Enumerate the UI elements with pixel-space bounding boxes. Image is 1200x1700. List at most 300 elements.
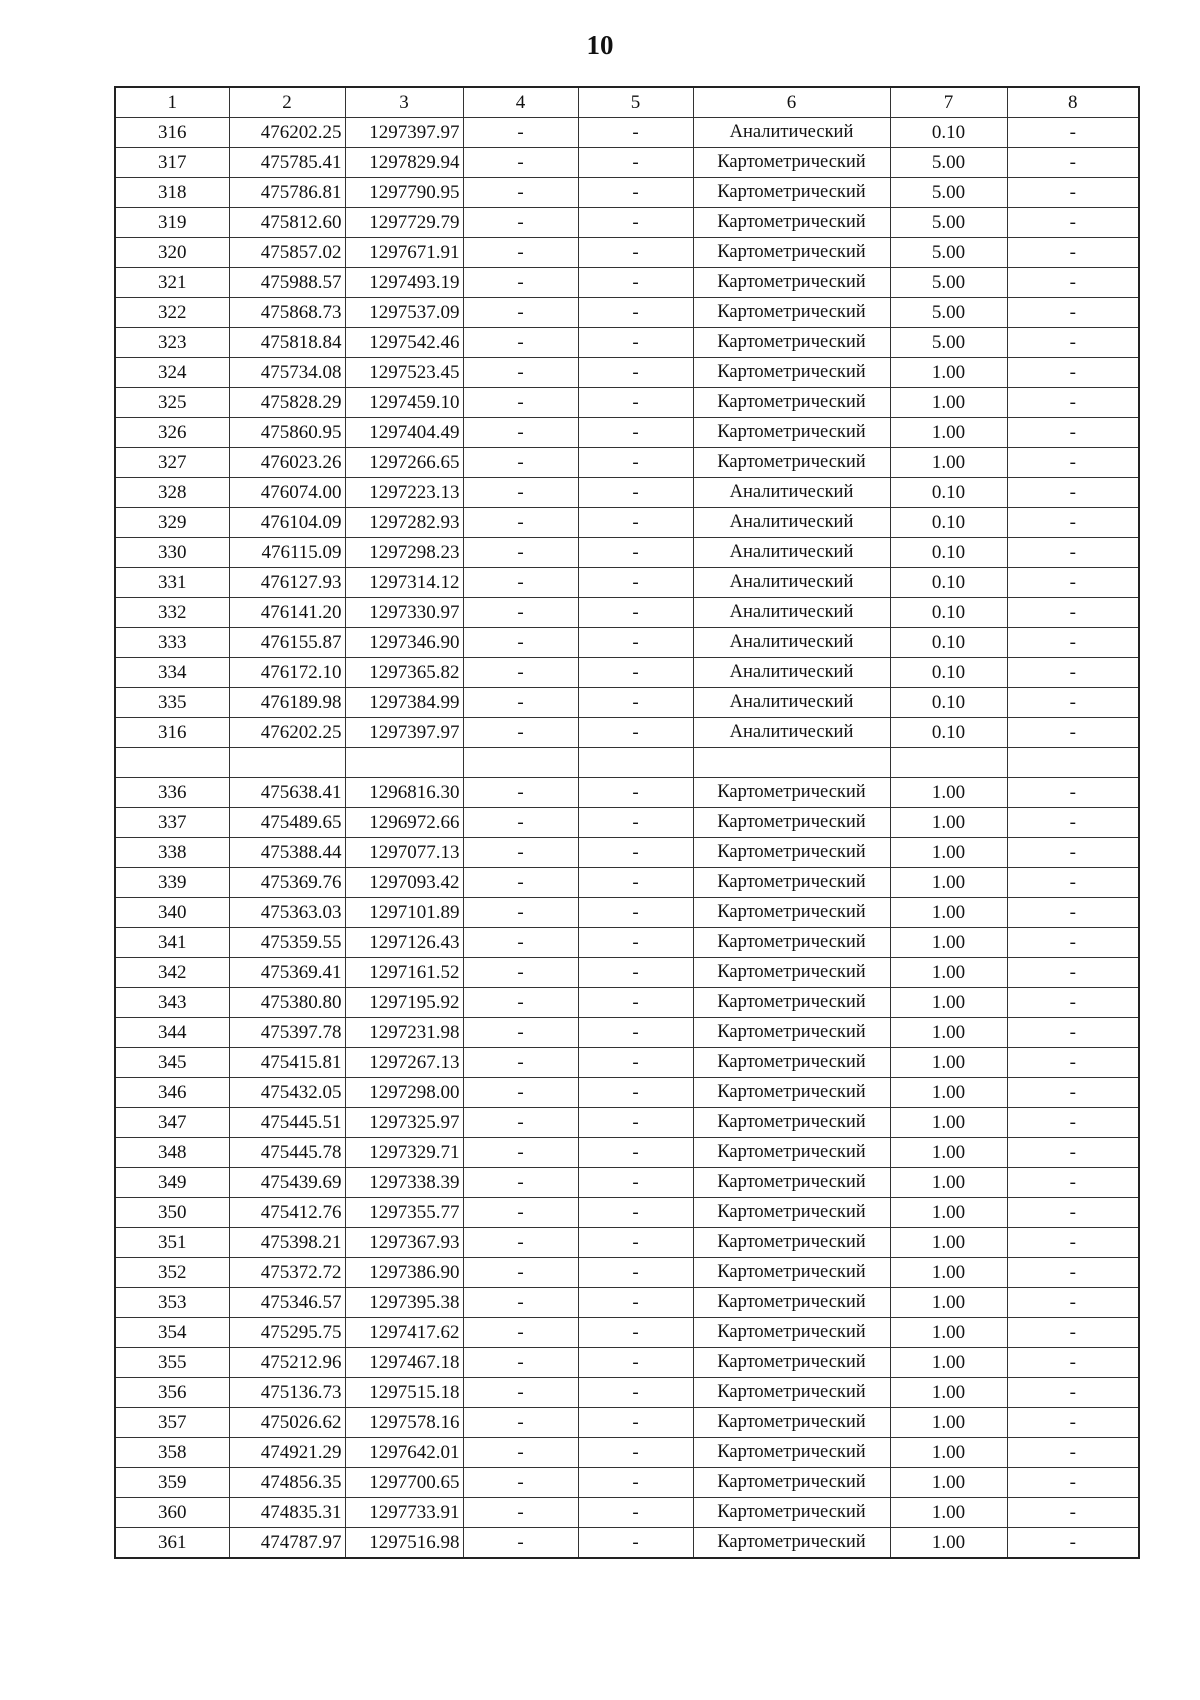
- table-row: [115, 358, 1139, 388]
- accuracy-cell: 1.00: [890, 1078, 1007, 1108]
- point-number-cell: 340: [115, 898, 229, 928]
- col5-cell: -: [578, 1378, 693, 1408]
- x-coordinate-cell: 475372.72: [229, 1258, 345, 1288]
- table-row: [115, 1138, 1139, 1168]
- table-row: [115, 118, 1139, 148]
- point-number-cell: 325: [115, 388, 229, 418]
- col4-cell: -: [463, 1468, 578, 1498]
- y-coordinate-cell: 1297267.13: [345, 1048, 463, 1078]
- y-coordinate-cell: 1297459.10: [345, 388, 463, 418]
- col4-cell: -: [463, 568, 578, 598]
- method-cell: Картометрический: [693, 928, 890, 958]
- y-coordinate-cell: 1297338.39: [345, 1168, 463, 1198]
- x-coordinate-cell: 475638.41: [229, 778, 345, 808]
- method-cell: Картометрический: [693, 1348, 890, 1378]
- table-row: [115, 208, 1139, 238]
- accuracy-cell: 1.00: [890, 1288, 1007, 1318]
- y-coordinate-cell: 1297542.46: [345, 328, 463, 358]
- col5-cell: -: [578, 1438, 693, 1468]
- col8-cell: -: [1007, 1288, 1139, 1318]
- method-cell: Картометрический: [693, 958, 890, 988]
- y-coordinate-cell: 1297790.95: [345, 178, 463, 208]
- method-cell: Аналитический: [693, 688, 890, 718]
- col4-cell: [463, 748, 578, 778]
- point-number-cell: 343: [115, 988, 229, 1018]
- point-number-cell: 339: [115, 868, 229, 898]
- point-number-cell: 332: [115, 598, 229, 628]
- col5-cell: -: [578, 1108, 693, 1138]
- y-coordinate-cell: 1297733.91: [345, 1498, 463, 1528]
- col5-cell: -: [578, 598, 693, 628]
- col5-cell: -: [578, 1348, 693, 1378]
- col5-cell: -: [578, 838, 693, 868]
- point-number-cell: 352: [115, 1258, 229, 1288]
- method-cell: Картометрический: [693, 178, 890, 208]
- col8-cell: -: [1007, 568, 1139, 598]
- col4-cell: -: [463, 988, 578, 1018]
- accuracy-cell: 1.00: [890, 448, 1007, 478]
- col4-cell: -: [463, 1078, 578, 1108]
- col4-cell: -: [463, 628, 578, 658]
- method-cell: Аналитический: [693, 478, 890, 508]
- x-coordinate-cell: 475734.08: [229, 358, 345, 388]
- header-cell-1: 1: [115, 87, 229, 118]
- col4-cell: -: [463, 1408, 578, 1438]
- method-cell: Картометрический: [693, 1108, 890, 1138]
- point-number-cell: 344: [115, 1018, 229, 1048]
- col8-cell: -: [1007, 1378, 1139, 1408]
- header-cell-3: 3: [345, 87, 463, 118]
- x-coordinate-cell: 475412.76: [229, 1198, 345, 1228]
- col5-cell: -: [578, 898, 693, 928]
- y-coordinate-cell: 1297367.93: [345, 1228, 463, 1258]
- y-coordinate-cell: 1296972.66: [345, 808, 463, 838]
- y-coordinate-cell: 1297298.00: [345, 1078, 463, 1108]
- table-row: [115, 538, 1139, 568]
- col8-cell: -: [1007, 958, 1139, 988]
- accuracy-cell: 1.00: [890, 1378, 1007, 1408]
- y-coordinate-cell: 1297266.65: [345, 448, 463, 478]
- col8-cell: -: [1007, 268, 1139, 298]
- table-row: [115, 718, 1139, 748]
- method-cell: Картометрический: [693, 988, 890, 1018]
- x-coordinate-cell: 474835.31: [229, 1498, 345, 1528]
- col4-cell: -: [463, 1438, 578, 1468]
- y-coordinate-cell: 1297729.79: [345, 208, 463, 238]
- x-coordinate-cell: [229, 748, 345, 778]
- table-row: [115, 688, 1139, 718]
- col4-cell: -: [463, 718, 578, 748]
- col4-cell: -: [463, 178, 578, 208]
- col8-cell: -: [1007, 1468, 1139, 1498]
- x-coordinate-cell: 475828.29: [229, 388, 345, 418]
- method-cell: Аналитический: [693, 118, 890, 148]
- col4-cell: -: [463, 1528, 578, 1559]
- col5-cell: -: [578, 1408, 693, 1438]
- x-coordinate-cell: 475369.41: [229, 958, 345, 988]
- col4-cell: -: [463, 1048, 578, 1078]
- accuracy-cell: 1.00: [890, 1528, 1007, 1559]
- point-number-cell: 319: [115, 208, 229, 238]
- table-row: [115, 1168, 1139, 1198]
- y-coordinate-cell: 1297829.94: [345, 148, 463, 178]
- accuracy-cell: 0.10: [890, 628, 1007, 658]
- col5-cell: -: [578, 658, 693, 688]
- y-coordinate-cell: 1297365.82: [345, 658, 463, 688]
- method-cell: Аналитический: [693, 658, 890, 688]
- point-number-cell: 316: [115, 718, 229, 748]
- col8-cell: -: [1007, 778, 1139, 808]
- point-number-cell: 321: [115, 268, 229, 298]
- col5-cell: -: [578, 778, 693, 808]
- y-coordinate-cell: 1297493.19: [345, 268, 463, 298]
- point-number-cell: 345: [115, 1048, 229, 1078]
- col8-cell: -: [1007, 1048, 1139, 1078]
- method-cell: Аналитический: [693, 598, 890, 628]
- x-coordinate-cell: 475363.03: [229, 898, 345, 928]
- col8-cell: -: [1007, 1528, 1139, 1559]
- x-coordinate-cell: 476127.93: [229, 568, 345, 598]
- col4-cell: -: [463, 958, 578, 988]
- x-coordinate-cell: 475868.73: [229, 298, 345, 328]
- x-coordinate-cell: 475359.55: [229, 928, 345, 958]
- col5-cell: -: [578, 1168, 693, 1198]
- point-number-cell: 326: [115, 418, 229, 448]
- col8-cell: -: [1007, 988, 1139, 1018]
- point-number-cell: 347: [115, 1108, 229, 1138]
- method-cell: [693, 748, 890, 778]
- x-coordinate-cell: 475818.84: [229, 328, 345, 358]
- accuracy-cell: 1.00: [890, 1498, 1007, 1528]
- col5-cell: -: [578, 508, 693, 538]
- table-row: [115, 1498, 1139, 1528]
- table-row: [115, 928, 1139, 958]
- header-cell-4: 4: [463, 87, 578, 118]
- col4-cell: -: [463, 1378, 578, 1408]
- point-number-cell: 341: [115, 928, 229, 958]
- col8-cell: -: [1007, 508, 1139, 538]
- method-cell: Картометрический: [693, 1438, 890, 1468]
- x-coordinate-cell: 475026.62: [229, 1408, 345, 1438]
- method-cell: Картометрический: [693, 1078, 890, 1108]
- table-row: [115, 328, 1139, 358]
- accuracy-cell: 5.00: [890, 268, 1007, 298]
- col4-cell: -: [463, 268, 578, 298]
- accuracy-cell: 1.00: [890, 778, 1007, 808]
- method-cell: Картометрический: [693, 268, 890, 298]
- point-number-cell: 323: [115, 328, 229, 358]
- table-row: [115, 1048, 1139, 1078]
- col5-cell: -: [578, 208, 693, 238]
- accuracy-cell: 1.00: [890, 928, 1007, 958]
- table-row: [115, 508, 1139, 538]
- col4-cell: -: [463, 388, 578, 418]
- table-row: [115, 958, 1139, 988]
- col5-cell: -: [578, 1318, 693, 1348]
- method-cell: Картометрический: [693, 1468, 890, 1498]
- x-coordinate-cell: 475415.81: [229, 1048, 345, 1078]
- point-number-cell: 346: [115, 1078, 229, 1108]
- y-coordinate-cell: 1297355.77: [345, 1198, 463, 1228]
- accuracy-cell: 0.10: [890, 688, 1007, 718]
- col5-cell: -: [578, 1078, 693, 1108]
- y-coordinate-cell: 1297397.97: [345, 118, 463, 148]
- point-number-cell: 327: [115, 448, 229, 478]
- col5-cell: -: [578, 418, 693, 448]
- table-row: [115, 148, 1139, 178]
- y-coordinate-cell: 1297101.89: [345, 898, 463, 928]
- col8-cell: [1007, 748, 1139, 778]
- x-coordinate-cell: 475346.57: [229, 1288, 345, 1318]
- x-coordinate-cell: 475439.69: [229, 1168, 345, 1198]
- point-number-cell: 318: [115, 178, 229, 208]
- table-row: [115, 1078, 1139, 1108]
- method-cell: Картометрический: [693, 358, 890, 388]
- col4-cell: -: [463, 238, 578, 268]
- col8-cell: -: [1007, 628, 1139, 658]
- col4-cell: -: [463, 928, 578, 958]
- col4-cell: -: [463, 328, 578, 358]
- col5-cell: -: [578, 1048, 693, 1078]
- col5-cell: -: [578, 1018, 693, 1048]
- y-coordinate-cell: 1297384.99: [345, 688, 463, 718]
- point-number-cell: 357: [115, 1408, 229, 1438]
- y-coordinate-cell: 1297298.23: [345, 538, 463, 568]
- table-row: [115, 868, 1139, 898]
- accuracy-cell: 1.00: [890, 808, 1007, 838]
- table-header: [115, 87, 1139, 118]
- accuracy-cell: 1.00: [890, 418, 1007, 448]
- point-number-cell: 334: [115, 658, 229, 688]
- accuracy-cell: 0.10: [890, 478, 1007, 508]
- col8-cell: -: [1007, 1138, 1139, 1168]
- col4-cell: -: [463, 538, 578, 568]
- method-cell: Картометрический: [693, 778, 890, 808]
- x-coordinate-cell: 475857.02: [229, 238, 345, 268]
- col5-cell: -: [578, 1498, 693, 1528]
- x-coordinate-cell: 476074.00: [229, 478, 345, 508]
- x-coordinate-cell: 475812.60: [229, 208, 345, 238]
- col4-cell: -: [463, 898, 578, 928]
- y-coordinate-cell: 1297515.18: [345, 1378, 463, 1408]
- accuracy-cell: 0.10: [890, 538, 1007, 568]
- method-cell: Аналитический: [693, 568, 890, 598]
- method-cell: Картометрический: [693, 298, 890, 328]
- col5-cell: -: [578, 1468, 693, 1498]
- accuracy-cell: 5.00: [890, 298, 1007, 328]
- col8-cell: -: [1007, 1198, 1139, 1228]
- col4-cell: -: [463, 358, 578, 388]
- accuracy-cell: 1.00: [890, 838, 1007, 868]
- col4-cell: -: [463, 838, 578, 868]
- y-coordinate-cell: 1297329.71: [345, 1138, 463, 1168]
- col5-cell: -: [578, 178, 693, 208]
- accuracy-cell: 1.00: [890, 1168, 1007, 1198]
- accuracy-cell: 1.00: [890, 1468, 1007, 1498]
- col4-cell: -: [463, 448, 578, 478]
- table-row: [115, 1408, 1139, 1438]
- col5-cell: -: [578, 448, 693, 478]
- col5-cell: -: [578, 988, 693, 1018]
- col8-cell: -: [1007, 1228, 1139, 1258]
- col8-cell: -: [1007, 1318, 1139, 1348]
- method-cell: Аналитический: [693, 628, 890, 658]
- table-row: [115, 418, 1139, 448]
- col4-cell: -: [463, 478, 578, 508]
- header-cell-2: 2: [229, 87, 345, 118]
- y-coordinate-cell: 1297397.97: [345, 718, 463, 748]
- x-coordinate-cell: 474856.35: [229, 1468, 345, 1498]
- method-cell: Картометрический: [693, 418, 890, 448]
- method-cell: Картометрический: [693, 898, 890, 928]
- accuracy-cell: 1.00: [890, 898, 1007, 928]
- method-cell: Картометрический: [693, 1198, 890, 1228]
- table-row: [115, 1378, 1139, 1408]
- col4-cell: -: [463, 1348, 578, 1378]
- y-coordinate-cell: 1297231.98: [345, 1018, 463, 1048]
- accuracy-cell: 1.00: [890, 1198, 1007, 1228]
- col5-cell: -: [578, 328, 693, 358]
- y-coordinate-cell: 1297282.93: [345, 508, 463, 538]
- col8-cell: -: [1007, 928, 1139, 958]
- col4-cell: -: [463, 598, 578, 628]
- accuracy-cell: 1.00: [890, 1408, 1007, 1438]
- point-number-cell: 350: [115, 1198, 229, 1228]
- col4-cell: -: [463, 418, 578, 448]
- point-number-cell: [115, 748, 229, 778]
- col5-cell: -: [578, 148, 693, 178]
- accuracy-cell: 1.00: [890, 1108, 1007, 1138]
- col5-cell: -: [578, 688, 693, 718]
- table-row: [115, 658, 1139, 688]
- col5-cell: -: [578, 568, 693, 598]
- table-row: [115, 898, 1139, 928]
- col8-cell: -: [1007, 718, 1139, 748]
- col5-cell: [578, 748, 693, 778]
- x-coordinate-cell: 475860.95: [229, 418, 345, 448]
- col8-cell: -: [1007, 598, 1139, 628]
- col4-cell: -: [463, 778, 578, 808]
- y-coordinate-cell: 1297346.90: [345, 628, 463, 658]
- col4-cell: -: [463, 1018, 578, 1048]
- table-row: [115, 838, 1139, 868]
- y-coordinate-cell: 1297093.42: [345, 868, 463, 898]
- accuracy-cell: 5.00: [890, 328, 1007, 358]
- col5-cell: -: [578, 628, 693, 658]
- y-coordinate-cell: 1297516.98: [345, 1528, 463, 1559]
- y-coordinate-cell: 1297195.92: [345, 988, 463, 1018]
- x-coordinate-cell: 474787.97: [229, 1528, 345, 1559]
- method-cell: Картометрический: [693, 1408, 890, 1438]
- accuracy-cell: 1.00: [890, 1018, 1007, 1048]
- method-cell: Картометрический: [693, 1258, 890, 1288]
- table-row: [115, 1198, 1139, 1228]
- y-coordinate-cell: 1297395.38: [345, 1288, 463, 1318]
- method-cell: Аналитический: [693, 718, 890, 748]
- x-coordinate-cell: 475136.73: [229, 1378, 345, 1408]
- y-coordinate-cell: 1297161.52: [345, 958, 463, 988]
- col5-cell: -: [578, 868, 693, 898]
- col8-cell: -: [1007, 178, 1139, 208]
- point-number-cell: 355: [115, 1348, 229, 1378]
- accuracy-cell: 1.00: [890, 1228, 1007, 1258]
- point-number-cell: 329: [115, 508, 229, 538]
- accuracy-cell: 0.10: [890, 658, 1007, 688]
- accuracy-cell: 5.00: [890, 238, 1007, 268]
- x-coordinate-cell: 476189.98: [229, 688, 345, 718]
- accuracy-cell: 1.00: [890, 388, 1007, 418]
- method-cell: Картометрический: [693, 1318, 890, 1348]
- accuracy-cell: 0.10: [890, 598, 1007, 628]
- accuracy-cell: 1.00: [890, 1348, 1007, 1378]
- table-row: [115, 478, 1139, 508]
- header-cell-6: 6: [693, 87, 890, 118]
- method-cell: Аналитический: [693, 538, 890, 568]
- col8-cell: -: [1007, 658, 1139, 688]
- method-cell: Картометрический: [693, 1378, 890, 1408]
- col8-cell: -: [1007, 1108, 1139, 1138]
- col5-cell: -: [578, 478, 693, 508]
- col8-cell: -: [1007, 1438, 1139, 1468]
- accuracy-cell: 1.00: [890, 1258, 1007, 1288]
- point-number-cell: 330: [115, 538, 229, 568]
- y-coordinate-cell: 1297417.62: [345, 1318, 463, 1348]
- y-coordinate-cell: 1297642.01: [345, 1438, 463, 1468]
- point-number-cell: 336: [115, 778, 229, 808]
- accuracy-cell: 0.10: [890, 568, 1007, 598]
- col5-cell: -: [578, 268, 693, 298]
- x-coordinate-cell: 475398.21: [229, 1228, 345, 1258]
- table-row: [115, 1318, 1139, 1348]
- point-number-cell: 337: [115, 808, 229, 838]
- table-row: [115, 628, 1139, 658]
- point-number-cell: 361: [115, 1528, 229, 1559]
- method-cell: Картометрический: [693, 838, 890, 868]
- point-number-cell: 353: [115, 1288, 229, 1318]
- col5-cell: -: [578, 298, 693, 328]
- method-cell: Картометрический: [693, 1168, 890, 1198]
- method-cell: Картометрический: [693, 1228, 890, 1258]
- table-row: [115, 388, 1139, 418]
- col8-cell: -: [1007, 328, 1139, 358]
- point-number-cell: 333: [115, 628, 229, 658]
- point-number-cell: 358: [115, 1438, 229, 1468]
- point-number-cell: 360: [115, 1498, 229, 1528]
- col8-cell: -: [1007, 1408, 1139, 1438]
- y-coordinate-cell: 1297578.16: [345, 1408, 463, 1438]
- x-coordinate-cell: 476155.87: [229, 628, 345, 658]
- col5-cell: -: [578, 538, 693, 568]
- col5-cell: -: [578, 238, 693, 268]
- method-cell: Картометрический: [693, 238, 890, 268]
- col4-cell: -: [463, 1288, 578, 1318]
- x-coordinate-cell: 476172.10: [229, 658, 345, 688]
- point-number-cell: 342: [115, 958, 229, 988]
- header-row: [115, 87, 1139, 118]
- table-row: [115, 178, 1139, 208]
- table-row: [115, 268, 1139, 298]
- table-row: [115, 1108, 1139, 1138]
- x-coordinate-cell: 476202.25: [229, 718, 345, 748]
- accuracy-cell: 1.00: [890, 868, 1007, 898]
- accuracy-cell: 1.00: [890, 988, 1007, 1018]
- accuracy-cell: 1.00: [890, 1438, 1007, 1468]
- table-row: [115, 778, 1139, 808]
- y-coordinate-cell: 1296816.30: [345, 778, 463, 808]
- col8-cell: -: [1007, 298, 1139, 328]
- y-coordinate-cell: 1297077.13: [345, 838, 463, 868]
- x-coordinate-cell: 475988.57: [229, 268, 345, 298]
